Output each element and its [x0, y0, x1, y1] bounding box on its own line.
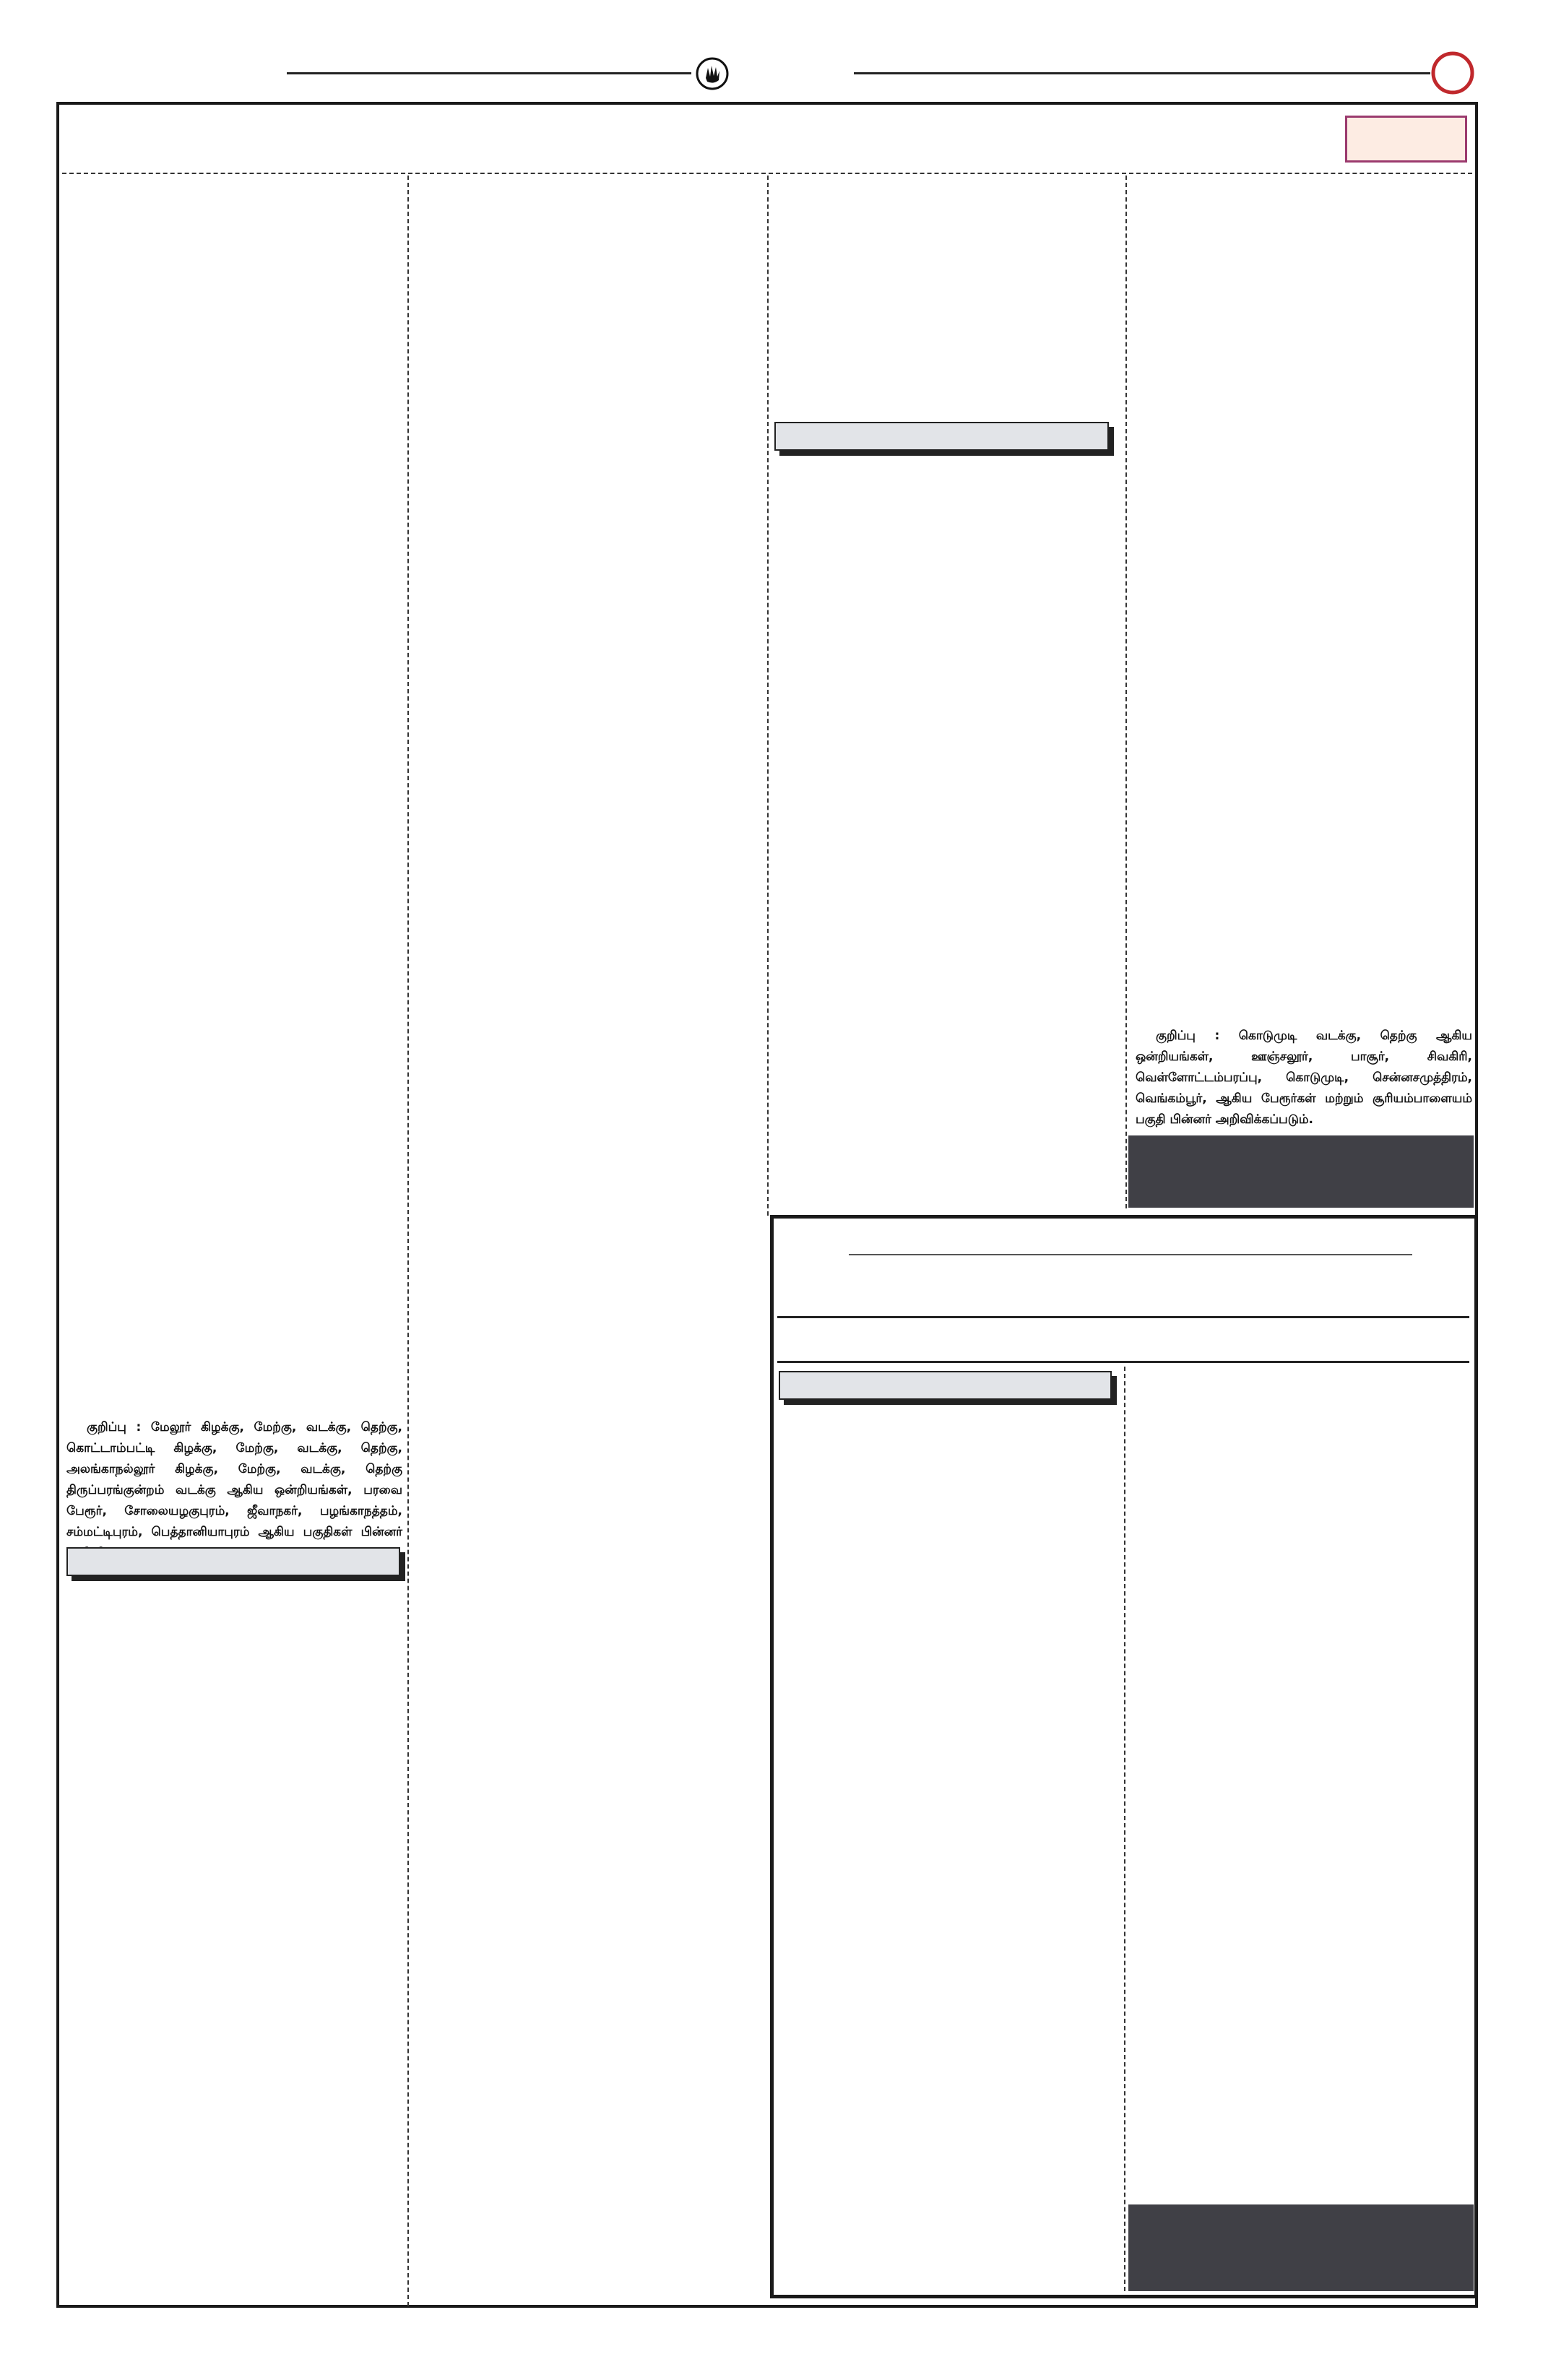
column-divider-2 [767, 176, 769, 1216]
circle-page-marker-icon [1430, 51, 1475, 95]
column3-section-label [774, 422, 1109, 451]
column1-section-label [66, 1547, 400, 1576]
column-divider-1 [407, 176, 409, 2306]
inset-rule-2 [777, 1361, 1469, 1363]
header-divider [62, 173, 1472, 174]
column-divider-3 [1125, 176, 1127, 1208]
header-rule-right [854, 72, 1430, 74]
inset-section-label [779, 1371, 1112, 1400]
hand-emblem-icon [695, 56, 730, 91]
inset-column-divider [1124, 1367, 1125, 2291]
section-tag [1345, 116, 1467, 163]
inset-title-rule [849, 1254, 1412, 1255]
inset-rule-1 [777, 1316, 1469, 1318]
right-column-dark-block [1128, 1135, 1474, 1208]
left-column-note: குறிப்பு : மேலூர் கிழக்கு, மேற்கு, வடக்கு, தெற்கு, கொட்டாம்பட்டி கிழக்கு, மேற்கு, வடக்கு, தெற்கு, அலங்காநல்லூர் கிழக்கு, மேற்கு, வடக்கு, தெற்கு திருப்பரங்குன்றம் வடக்கு ஆகிய ஒன்றியங்கள், பரவை பேரூர், சோலையழகுபுரம், ஜீவாநகர், பழங்காநத்தம், சம்மட்டிபுரம், பெத்தானியாபுரம் ஆகிய பகுதிகள் பின்னர் [66, 1420, 402, 1539]
header-rule-left [287, 72, 691, 74]
inset-dark-block [1128, 2204, 1474, 2291]
right-column-note: குறிப்பு : கொடுமுடி வடக்கு, தெற்கு ஆகிய ஒன்றியங்கள், ஊஞ்சலூர், பாசூர், சிவகிரி, வெள்ளோட்டம்பரப்பு, கொடுமுடி, சென்னசமுத்திரம், வெங்கம்பூர், ஆகிய பேரூர்கள் மற்றும் சூரியம்பாளையம் பகுதி பின்னர் அறிவிக்கப்படும். [1136, 1029, 1472, 1127]
